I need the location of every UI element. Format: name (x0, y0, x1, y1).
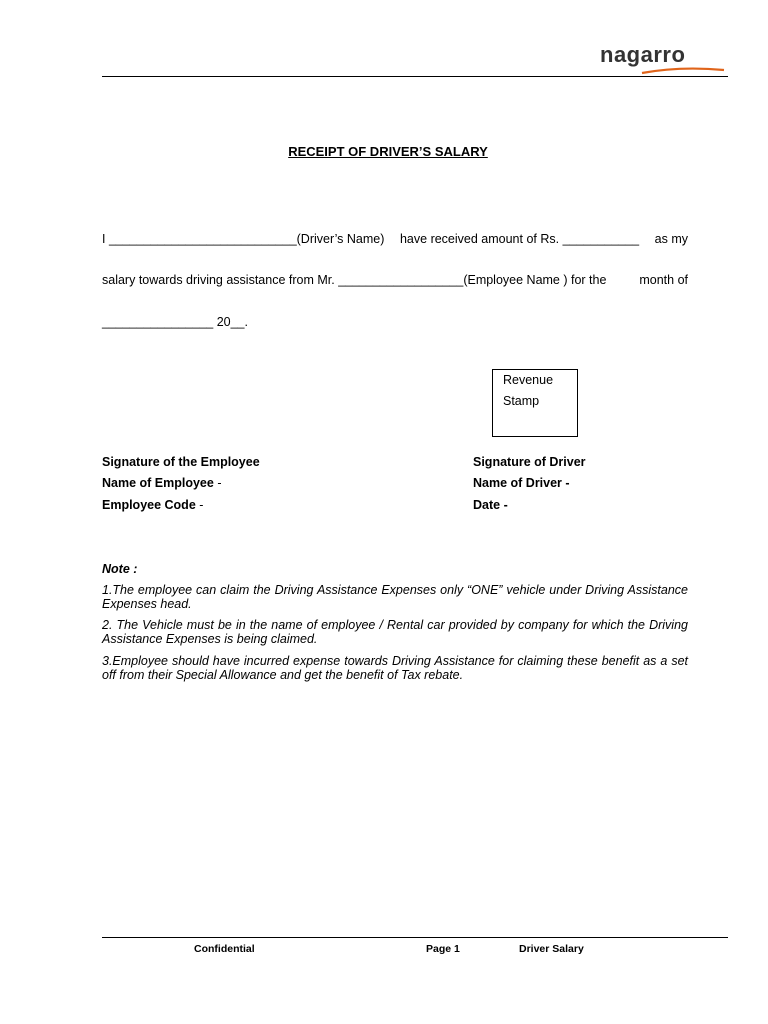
driver-name-label: Name of Driver - (473, 476, 570, 490)
employee-name-blank: salary towards driving assistance from Mr. __________________(Employee Name ) for the (102, 273, 607, 287)
employee-code-label: Employee Code (102, 498, 196, 512)
employee-code-dash: - (195, 498, 204, 512)
driver-signature-label: Signature of Driver (473, 455, 586, 469)
line2-end: month of (639, 273, 688, 287)
company-logo (600, 44, 730, 76)
employee-name-dash: - (213, 476, 222, 490)
driver-name-blank: I ___________________________(Driver’s Name) (102, 232, 385, 246)
logo-swoosh-icon (640, 67, 726, 75)
amount-blank: have received amount of Rs. ___________ (399, 232, 640, 246)
employee-code-row (102, 498, 203, 512)
footer-doc-name: Driver Salary (519, 943, 584, 955)
line1-end: as my (654, 232, 688, 246)
stamp-label-2: Stamp (503, 394, 540, 408)
note-item-2: 2. The Vehicle must be in the name of employee / Rental car provided by company for which the Driving Assistance Expenses is being claimed. (102, 618, 688, 646)
document-title: RECEIPT OF DRIVER’S SALARY (288, 144, 488, 159)
footer-rule (102, 937, 728, 938)
footer-confidential: Confidential (194, 943, 255, 955)
note-item-3: 3.Employee should have incurred expense towards Driving Assistance for claiming these benefit as a set off from their Special Allowance and get the benefit of Tax rebate. (102, 654, 688, 682)
footer-page-number: Page 1 (426, 943, 460, 955)
employee-name-label: Name of Employee (102, 476, 214, 490)
note-title: Note : (102, 562, 138, 576)
logo-text: nagarro (600, 42, 686, 67)
date-label: Date - (473, 498, 508, 512)
body-line-2 (102, 272, 688, 288)
month-year-blank: ________________ 20__. (102, 315, 248, 329)
note-item-1: 1.The employee can claim the Driving Assistance Expenses only “ONE” vehicle under Driving Assistance Expenses head. (102, 583, 688, 611)
stamp-label-1: Revenue (503, 373, 554, 387)
employee-name-row (102, 476, 221, 490)
body-line-1 (102, 231, 688, 247)
header-rule (102, 76, 728, 77)
employee-signature-label: Signature of the Employee (102, 455, 260, 469)
